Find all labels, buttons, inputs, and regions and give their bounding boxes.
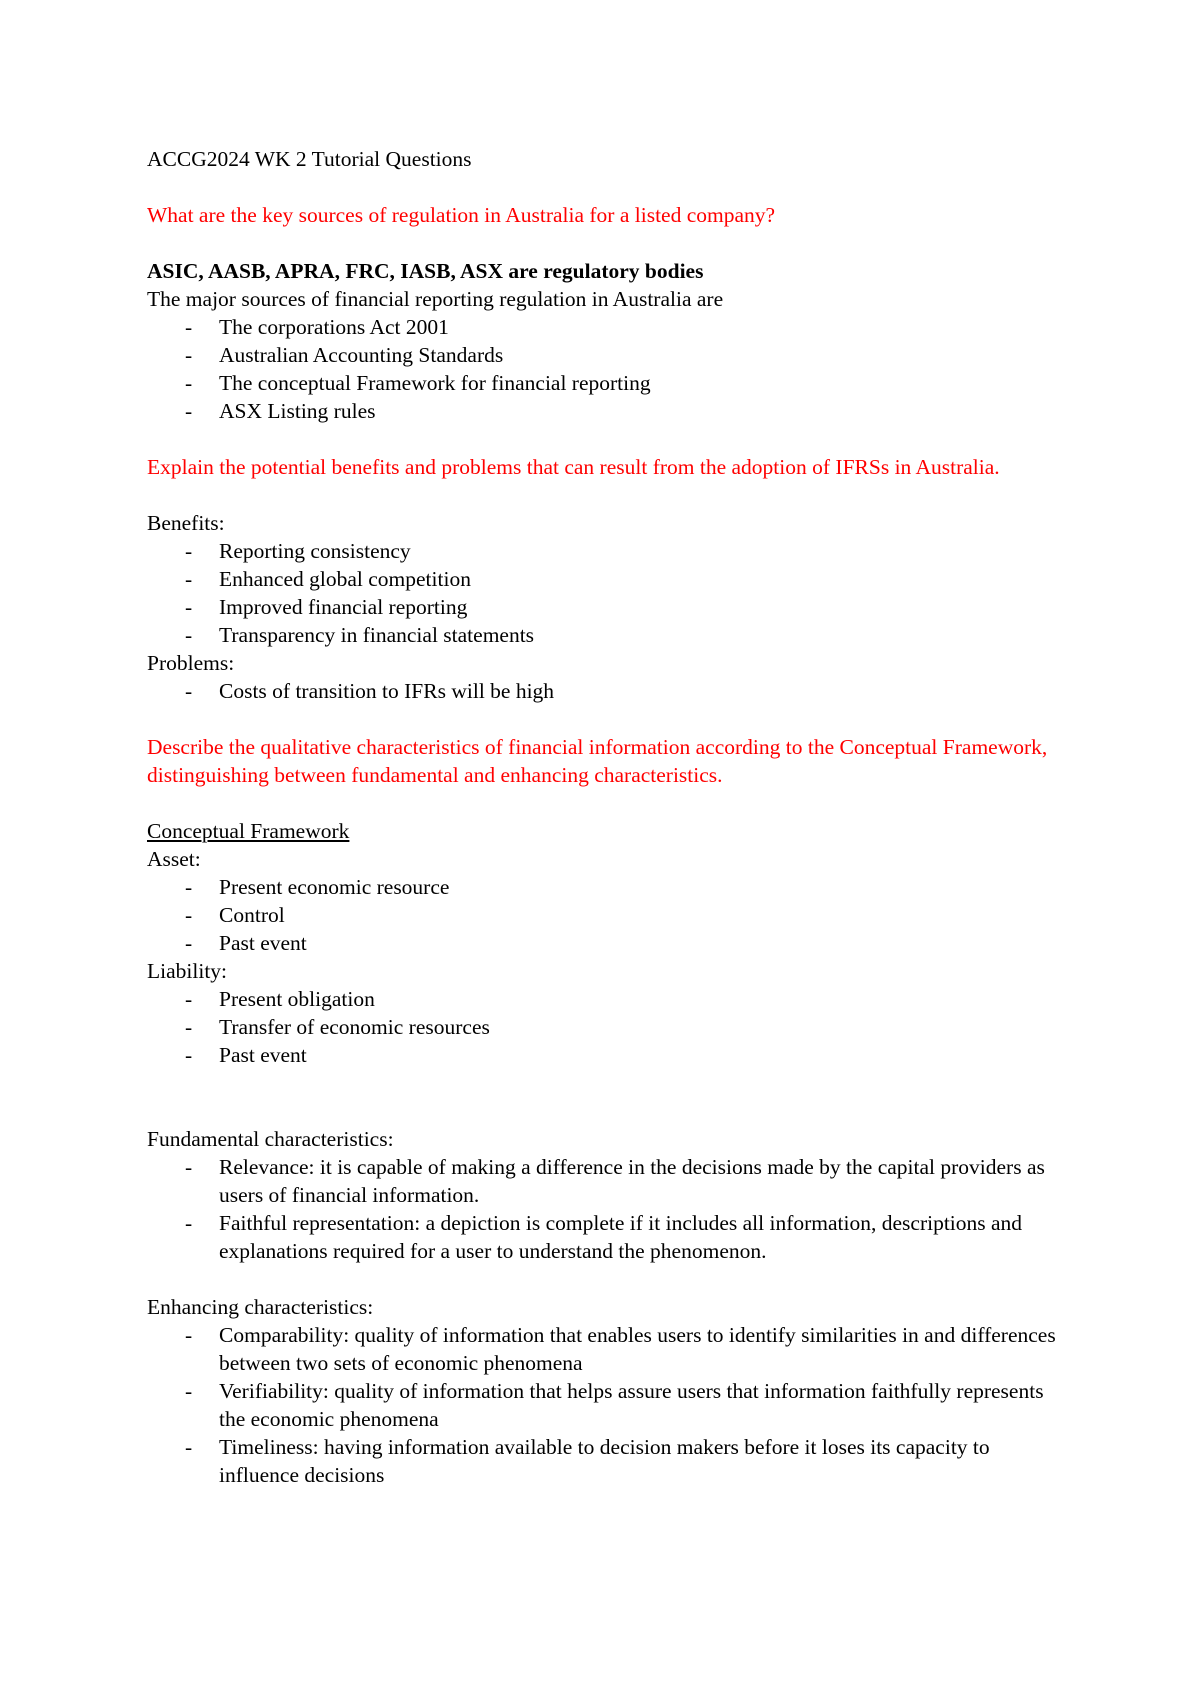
dash-marker: - (185, 903, 193, 927)
list-item (147, 313, 1067, 341)
question-3: Describe the qualitative characteristics of financial information according to the Conceptual Framework, distinguishing between fundamental and enhancing characteristics. (147, 735, 1048, 787)
dash-marker: - (185, 1323, 193, 1347)
spacer (147, 789, 1067, 817)
list-item-text: Present economic resource (219, 875, 450, 899)
list-item (147, 1209, 1067, 1265)
list-item (147, 593, 1067, 621)
list-item (147, 537, 1067, 565)
asset-label: Asset: (147, 847, 201, 871)
dash-marker: - (185, 1379, 193, 1403)
list-item-text: Reporting consistency (219, 539, 411, 563)
regulation-sources-list (147, 313, 1067, 425)
dash-marker: - (185, 1043, 193, 1067)
dash-marker: - (185, 1155, 193, 1179)
regulation-intro: The major sources of financial reporting regulation in Australia are (147, 287, 724, 311)
dash-marker: - (185, 595, 193, 619)
list-item-text: Transparency in financial statements (219, 623, 535, 647)
list-item (147, 1377, 1067, 1433)
list-item (147, 621, 1067, 649)
dash-marker: - (185, 679, 193, 703)
list-item (147, 901, 1067, 929)
spacer (147, 425, 1067, 453)
list-item-text: The corporations Act 2001 (219, 315, 449, 339)
document-title: ACCG2024 WK 2 Tutorial Questions (147, 147, 472, 171)
list-item-text: Timeliness: having information available to decision makers before it loses its capacity to influence decisions (219, 1435, 990, 1487)
list-item (147, 341, 1067, 369)
dash-marker: - (185, 1435, 193, 1459)
list-item (147, 1153, 1067, 1209)
list-item (147, 397, 1067, 425)
dash-marker: - (185, 875, 193, 899)
spacer (147, 1265, 1067, 1293)
conceptual-framework-heading: Conceptual Framework (147, 819, 350, 843)
list-item-text: Faithful representation: a depiction is complete if it includes all information, descriptions and explanations required for a user to understand the phenomenon. (219, 1211, 1023, 1263)
enhancing-label: Enhancing characteristics: (147, 1295, 374, 1319)
list-item-text: Verifiability: quality of information that helps assure users that information faithfully represents the economic phenomena (219, 1379, 1044, 1431)
asset-list (147, 873, 1067, 957)
dash-marker: - (185, 987, 193, 1011)
dash-marker: - (185, 623, 193, 647)
list-item (147, 1013, 1067, 1041)
spacer (147, 1097, 1067, 1125)
fundamental-label: Fundamental characteristics: (147, 1127, 394, 1151)
list-item (147, 1041, 1067, 1069)
fundamental-list (147, 1153, 1067, 1265)
list-item-text: Enhanced global competition (219, 567, 471, 591)
dash-marker: - (185, 931, 193, 955)
spacer (147, 229, 1067, 257)
dash-marker: - (185, 371, 193, 395)
liability-label: Liability: (147, 959, 228, 983)
spacer (147, 1069, 1067, 1097)
problems-list (147, 677, 1067, 705)
list-item-text: Transfer of economic resources (219, 1015, 490, 1039)
list-item-text: Australian Accounting Standards (219, 343, 504, 367)
enhancing-list (147, 1321, 1067, 1489)
list-item-text: Past event (219, 931, 307, 955)
list-item-text: Relevance: it is capable of making a difference in the decisions made by the capital providers as users of financial information. (219, 1155, 1045, 1207)
spacer (147, 481, 1067, 509)
list-item (147, 677, 1067, 705)
problems-label: Problems: (147, 651, 235, 675)
list-item (147, 1433, 1067, 1489)
dash-marker: - (185, 539, 193, 563)
list-item-text: ASX Listing rules (219, 399, 376, 423)
list-item-text: Present obligation (219, 987, 375, 1011)
list-item (147, 565, 1067, 593)
spacer (147, 173, 1067, 201)
list-item-text: Past event (219, 1043, 307, 1067)
document-content (147, 145, 1067, 1489)
list-item-text: Costs of transition to IFRs will be high (219, 679, 555, 703)
question-2: Explain the potential benefits and problems that can result from the adoption of IFRSs in Australia. (147, 455, 1000, 479)
list-item-text: Improved financial reporting (219, 595, 468, 619)
benefits-label: Benefits: (147, 511, 225, 535)
list-item (147, 985, 1067, 1013)
list-item-text: The conceptual Framework for financial reporting (219, 371, 651, 395)
list-item-text: Control (219, 903, 285, 927)
list-item-text: Comparability: quality of information that enables users to identify similarities in and differences between two sets of economic phenomena (219, 1323, 1056, 1375)
dash-marker: - (185, 567, 193, 591)
list-item (147, 1321, 1067, 1377)
dash-marker: - (185, 399, 193, 423)
dash-marker: - (185, 315, 193, 339)
dash-marker: - (185, 1211, 193, 1235)
list-item (147, 929, 1067, 957)
list-item (147, 873, 1067, 901)
regulatory-bodies-answer: ASIC, AASB, APRA, FRC, IASB, ASX are regulatory bodies (147, 259, 704, 283)
question-1: What are the key sources of regulation in Australia for a listed company? (147, 203, 776, 227)
benefits-list (147, 537, 1067, 649)
list-item (147, 369, 1067, 397)
liability-list (147, 985, 1067, 1069)
dash-marker: - (185, 1015, 193, 1039)
dash-marker: - (185, 343, 193, 367)
spacer (147, 705, 1067, 733)
